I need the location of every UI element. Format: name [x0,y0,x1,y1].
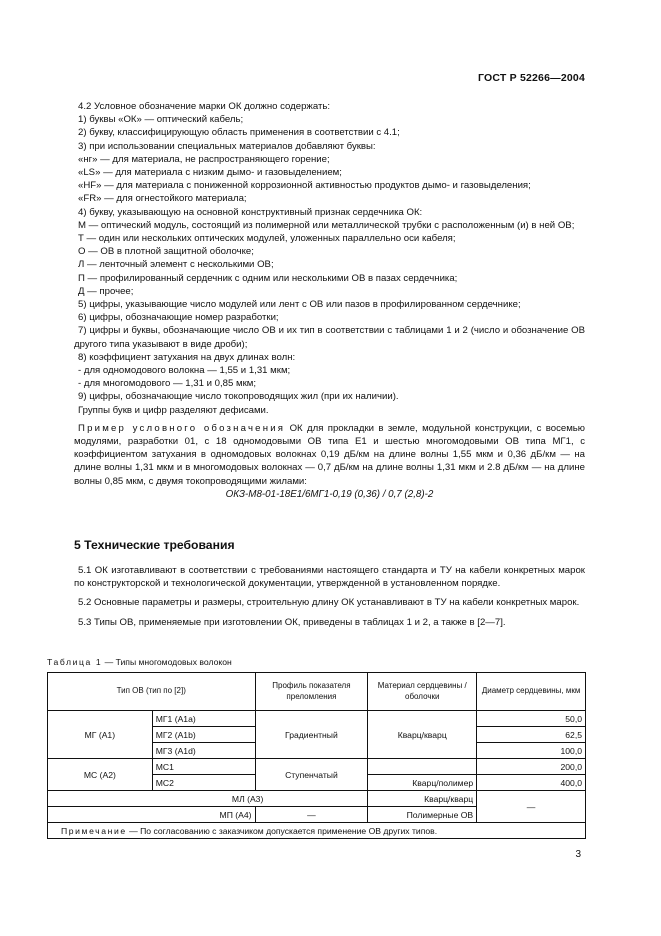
table-cell: МП (А4) [48,807,256,823]
text-line: М — оптический модуль, состоящий из полимерной или металлической трубки с расположенным (и) в ней ОВ; [78,219,575,231]
section-title: 5 Технические требования [74,538,235,552]
text-line: 5) цифры, указывающие число модулей или лент с ОВ или пазов в профилированном сердечнике; [78,299,521,311]
table-cell: — [255,807,368,823]
table-cell: Кварц/кварц [368,711,477,759]
text-line: 1) буквы «ОК» — оптический кабель; [78,114,244,126]
table-cell: МС (А2) [48,759,153,791]
header-cell: Диаметр сердцевины, мкм [477,673,586,711]
table-cell: МГ (А1) [48,711,153,759]
table-cell [368,759,477,775]
table-cell: Градиентный [255,711,368,759]
text-line: Л — ленточный элемент с несколькими ОВ; [78,259,274,271]
text-line: Д — прочее; [78,285,134,297]
page-number: 3 [575,849,581,860]
note-label: Примечание [61,825,127,836]
text-line: П — профилированный сердечник с одним или несколькими ОВ в пазах сердечника; [78,272,458,284]
table-note [48,823,586,839]
table-cell: Кварц/полимер [368,775,477,791]
text-line: О — ОВ в плотной защитной оболочке; [78,246,254,258]
text-line: 7) цифры и буквы, обозначающие число ОВ и их тип в соответствии с таблицами 1 и 2 (число и обозначение ОВ другого типа указывают в виде дроби); [74,325,585,350]
table-caption [47,657,232,667]
table-cell: МС2 [152,775,255,791]
text-line: 6) цифры, обозначающие номер разработки; [78,312,279,324]
text-line: - для многомодового — 1,31 и 0,85 мкм; [78,378,257,390]
example-text: ОК для прокладки в земле, модульной конструкции, с восемью модулями, разработки 01, с 18 одномодовыми ОВ типа Е1 и шестью многомодовыми ОВ типа МГ1, с коэффициентом затухания в одномодовых волокнах 0,19 дБ/км на длине волны 1,55 мкм и 0,36 дБ/км — на длине волны 1,31 мкм и в многомодовых волокнах — 0,7 дБ/км на длине волны 1,31 мкм и 2.8 дБ/км — на длине волны 0,85 мкм, с двумя токопроводящими жилами: [74,422,585,487]
header-cell: Тип ОВ (тип по [2]) [48,673,256,711]
table-row [48,759,586,775]
text-line: «нг» — для материала, не распространяющего горение; [78,153,330,165]
text-line: «FR» — для огнестойкого материала; [78,193,247,205]
table-cell: 400,0 [477,775,586,791]
table-cell: МЛ (А3) [48,791,368,807]
text-line: «LS» — для материала с низким дымо- и газовыделением; [78,167,342,179]
table-header-row [48,673,586,711]
paragraph: 5.3 Типы ОВ, применяемые при изготовлении ОК, приведены в таблицах 1 и 2, а также в [2—7]. [78,616,506,628]
text-line: Т — один или нескольких оптических модулей, уложенных параллельно оси кабеля; [78,233,456,245]
table-cell: МГ2 (А1b) [152,727,255,743]
text-line: 4) букву, указывающую на основной конструктивный признак сердечника ОК: [78,206,423,218]
example-label: Пример условного обозначения [78,422,286,434]
table-cell: МС1 [152,759,255,775]
table-note-row [48,823,586,839]
fiber-types-table [47,672,586,839]
note-text: — По согласованию с заказчиком допускается применение ОВ других типов. [126,825,438,836]
table-cell: Ступенчатый [255,759,368,791]
header-cell: Профиль показателя преломления [255,673,368,711]
table-row [48,791,586,807]
text-line: 4.2 Условное обозначение марки ОК должно содержать: [78,101,331,112]
table-cell: 50,0 [477,711,586,727]
text-line: Группы букв и цифр разделяют дефисами. [78,404,269,416]
text-line: - для одномодового волокна — 1,55 и 1,31 мкм; [78,365,291,377]
text-line: 8) коэффициент затухания на двух длинах волн: [78,351,296,363]
table-caption-label: Таблица 1 [47,657,103,667]
document-header: ГОСТ Р 52266—2004 [477,72,585,84]
text-line: 3) при использовании специальных материалов добавляют буквы: [78,140,376,152]
table-cell: Кварц/кварц [368,791,477,807]
table-cell: МГ1 (А1а) [152,711,255,727]
paragraph: 5.1 ОК изготавливают в соответствии с требованиями настоящего стандарта и ТУ на кабели конкретных марок по конструкторской и технологической документации, утвержденной в установленном порядке. [74,565,585,590]
table-cell: МГ3 (А1d) [152,743,255,759]
clause-4-2 [74,100,585,501]
section-5-text [74,564,585,629]
table-row [48,711,586,727]
text-line: 9) цифры, обозначающие число токопроводящих жил (при их наличии). [78,391,399,403]
designation-formula: ОКЗ-М8-01-18Е1/6МГ1-0,19 (0,36) / 0,7 (2,8)-2 [225,488,434,500]
table-cell: Полимерные ОВ [368,807,477,823]
paragraph: 5.2 Основные параметры и размеры, строительную длину ОК устанавливают в ТУ на кабели конкретных марок. [78,597,580,609]
table-cell: 62,5 [477,727,586,743]
text-line: «HF» — для материала с пониженной коррозионной активностью продуктов дымо- и газовыделения; [78,180,531,192]
table-cell: 200,0 [477,759,586,775]
table-cell: 100,0 [477,743,586,759]
table-caption-title: — Типы многомодовых волокон [102,657,232,667]
example-paragraph [74,422,585,488]
header-cell: Материал сердцевины / оболочки [368,673,477,711]
table-cell: — [477,791,586,823]
text-line: 2) букву, классифицирующую область применения в соответствии с 4.1; [78,127,400,139]
